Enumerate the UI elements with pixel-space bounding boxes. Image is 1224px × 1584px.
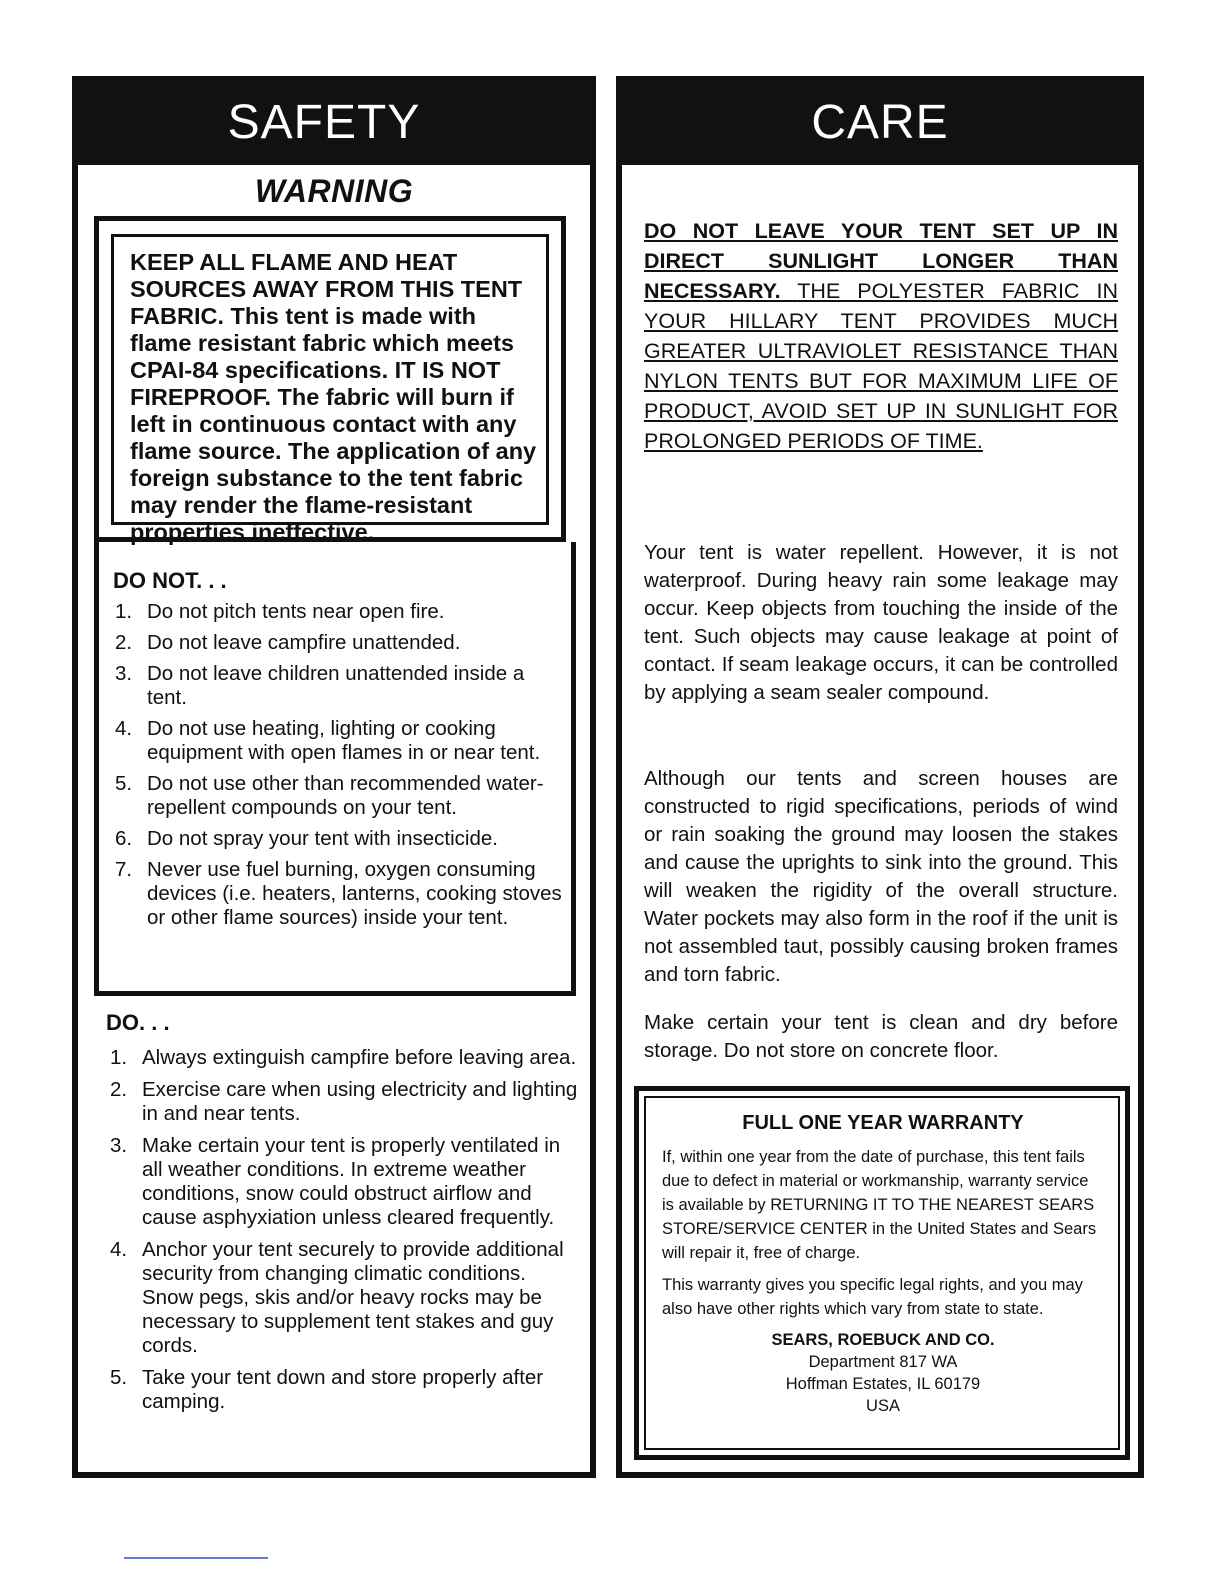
item-number: 1. [110, 1046, 128, 1069]
list-item [115, 631, 563, 655]
company-country: USA [866, 1397, 900, 1415]
list-item [110, 1238, 580, 1358]
list-item [110, 1366, 580, 1414]
company-address [662, 1329, 1104, 1417]
item-text: Exercise care when using electricity and lighting in and near tents. [142, 1078, 578, 1125]
warranty-rights: This warranty gives you specific legal rights, and you may also have other rights which vary from state to state. [662, 1276, 1083, 1318]
care-panel [616, 76, 1144, 1478]
item-number: 6. [115, 827, 133, 850]
care-banner: CARE [621, 79, 1139, 165]
item-number: 4. [110, 1238, 128, 1261]
item-number: 3. [110, 1134, 128, 1157]
item-number: 1. [115, 600, 133, 623]
item-text: Do not use other than recommended water-repellent compounds on your tent. [147, 772, 544, 819]
warranty-terms: If, within one year from the date of purchase, this tent fails due to defect in material or workmanship, warranty service is available by RETURNING IT TO THE NEAREST SEARS STORE/SERVICE CENTER in the United States and Sears will repair it, free of charge. [662, 1148, 1097, 1262]
item-text: Always extinguish campfire before leaving area. [142, 1046, 577, 1069]
item-number: 4. [115, 717, 133, 740]
do-heading: DO. . . [106, 1010, 170, 1035]
safety-banner: SAFETY [77, 79, 591, 165]
list-item [115, 717, 563, 765]
warning-text: KEEP ALL FLAME AND HEAT SOURCES AWAY FROM THIS TENT FABRIC. This tent is made with flame resistant fabric which meets CPAI-84 specifications. IT IS NOT FIREPROOF. The fabric will burn if left in continuous contact with any flame source. The application of any foreign substance to the tent fabric may render the flame-resistant properties ineffective. [111, 234, 549, 525]
sunlight-notice-detail: THE POLYESTER FABRIC IN YOUR HILLARY TENT PROVIDES MUCH GREATER ULTRAVIOLET RESISTANCE THAN NYLON TENTS BUT FOR MAXIMUM LIFE OF PRODUCT, AVOID SET UP IN SUNLIGHT FOR PROLONGED PERIODS OF TIME. [644, 279, 1118, 453]
water-repellent-paragraph: Your tent is water repellent. However, it is not waterproof. During heavy rain some leakage may occur. Keep objects from touching the inside of the tent. Such objects may cause leakage at point of contact. If seam leakage occurs, it can be controlled by applying a seam sealer compound. [644, 540, 1118, 704]
list-item [110, 1134, 580, 1230]
list-item [115, 772, 563, 820]
item-text: Do not use heating, lighting or cooking equipment with open flames in or near tent. [147, 717, 541, 764]
list-item [115, 600, 563, 624]
storage-paragraph: Make certain your tent is clean and dry before storage. Do not store on concrete floor. [644, 1010, 1118, 1062]
item-text: Do not spray your tent with insecticide. [147, 827, 498, 850]
item-number: 2. [110, 1078, 128, 1101]
item-text: Do not leave campfire unattended. [147, 631, 461, 654]
item-text: Do not leave children unattended inside a tent. [147, 662, 525, 709]
list-item [115, 858, 563, 930]
structure-paragraph: Although our tents and screen houses are constructed to rigid specifications, periods of wind or rain soaking the ground may loosen the stakes and cause the uprights to sink into the ground. This will weaken the rigidity of the overall structure. Water pockets may also form in the roof if the unit is not assembled taut, possibly causing broken frames and torn fabric. [644, 766, 1118, 986]
warranty-inner-frame [644, 1096, 1120, 1450]
safety-panel [72, 76, 596, 1478]
item-text: Do not pitch tents near open fire. [147, 600, 445, 623]
sunlight-notice [644, 216, 1118, 456]
item-text: Never use fuel burning, oxygen consuming devices (i.e. heaters, lanterns, cooking stoves or other flame sources) inside your tent. [147, 858, 562, 929]
do-section [94, 1010, 578, 1413]
list-item [110, 1046, 580, 1070]
item-number: 5. [115, 772, 133, 795]
warranty-title: FULL ONE YEAR WARRANTY [742, 1112, 1024, 1134]
warranty-box [634, 1086, 1130, 1460]
item-number: 3. [115, 662, 133, 685]
do-not-section [94, 542, 576, 996]
item-number: 5. [110, 1366, 128, 1389]
do-not-heading: DO NOT. . . [113, 568, 227, 593]
page-footer-rule [124, 1557, 268, 1559]
list-item [115, 662, 563, 710]
company-name: SEARS, ROEBUCK AND CO. [771, 1331, 995, 1349]
company-department: Department 817 WA [808, 1353, 958, 1371]
list-item [110, 1078, 580, 1126]
item-number: 7. [115, 858, 133, 881]
do-list [110, 1046, 580, 1414]
item-text: Make certain your tent is properly ventilated in all weather conditions. In extreme weather conditions, snow could obstruct airflow and cause asphyxiation unless cleared frequently. [142, 1134, 561, 1229]
warning-title: WARNING [254, 173, 414, 209]
warning-box [94, 216, 566, 545]
item-text: Anchor your tent securely to provide additional security from changing climatic conditions. Snow pegs, skis and/or heavy rocks may be necessary to supplement tent stakes and guy cords. [142, 1238, 564, 1357]
item-text: Take your tent down and store properly after camping. [142, 1366, 544, 1413]
item-number: 2. [115, 631, 133, 654]
company-city: Hoffman Estates, IL 60179 [785, 1375, 981, 1393]
list-item [115, 827, 563, 851]
do-not-list [115, 600, 563, 937]
sunlight-notice-lead: DO NOT LEAVE YOUR TENT SET UP IN DIRECT SUNLIGHT LONGER THAN NECESSARY. [644, 219, 1118, 303]
